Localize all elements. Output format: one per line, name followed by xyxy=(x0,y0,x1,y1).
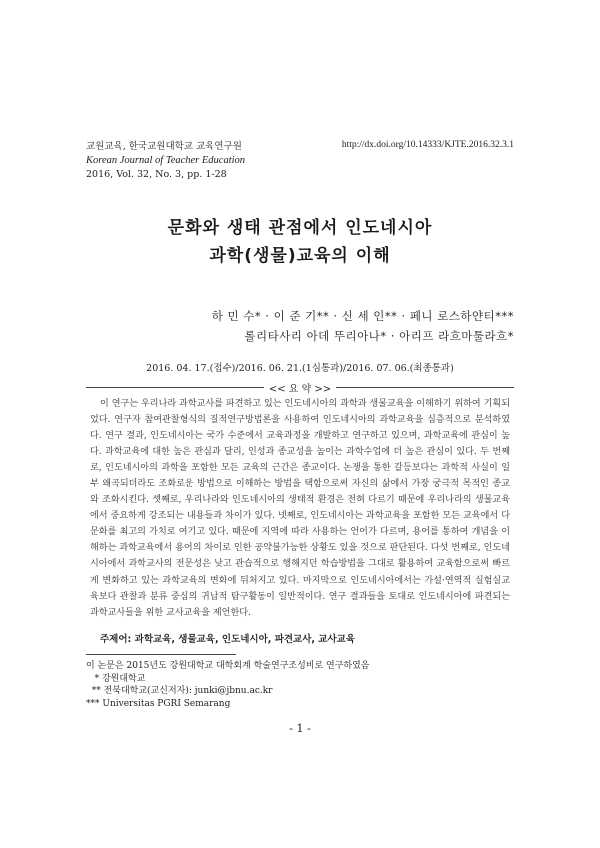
footnote-affiliation-2: ** 전북대학교(교신저자): junki@jbnu.ac.kr xyxy=(86,686,273,696)
keywords: 주제어: 과학교육, 생물교육, 인도네시아, 파견교사, 교사교육 xyxy=(100,634,356,645)
footnote-divider xyxy=(86,654,236,655)
publisher-line: 교원교육, 한국교원대학교 교육연구원 xyxy=(86,141,242,152)
journal-header xyxy=(86,140,245,182)
footnote-affiliation-1: * 강원대학교 xyxy=(86,673,146,684)
paper-title xyxy=(0,214,600,270)
submission-dates: 2016. 04. 17.(접수)/2016. 06. 21.(1심통과)/2016. 07. 06.(최종통과) xyxy=(146,363,454,374)
authors-line-1: 하 민 수* · 이 준 기** · 신 세 인** · 페니 로스하얀티*** xyxy=(211,309,514,323)
footnotes xyxy=(86,660,370,710)
title-line-1: 문화와 생태 관점에서 인도네시아 xyxy=(167,218,433,238)
journal-name: Korean Journal of Teacher Education xyxy=(86,155,246,166)
page-number: - 1 - xyxy=(289,722,311,735)
abstract-heading-label: << 요 약 >> xyxy=(268,384,332,395)
author-list xyxy=(212,306,514,346)
abstract-rule-right xyxy=(336,387,514,388)
authors-line-2: 롤리타사리 아데 뚜리아나* · 아리프 라흐마툴라흐* xyxy=(244,329,514,343)
volume-line: 2016, Vol. 32, No. 3, pp. 1-28 xyxy=(86,169,227,180)
abstract-heading xyxy=(86,380,514,394)
title-line-2: 과학(생물)교육의 이해 xyxy=(209,246,391,266)
doi-link[interactable]: http://dx.doi.org/10.14333/KJTE.2016.32.3.1 xyxy=(341,140,514,150)
footnote-funding: 이 논문은 2015년도 강원대학교 대학회계 학술연구조성비로 연구하였음 xyxy=(86,661,370,671)
footnote-affiliation-3: *** Universitas PGRI Semarang xyxy=(86,698,231,709)
abstract-body: 이 연구는 우리나라 과학교사를 파견하고 있는 인도네시아의 과학과 생물교육을 이해하기 위하여 기획되었다. 연구자 참여관찰형식의 질적연구방법론을 사용하여 인도네시아의 과학교육을 심층적으로 분석하였다. 연구 결과, 인도네시아는 국가 수준에서 교육과정을 개발하고 연구하고 있으며, 과학교육에 관심이 높다. 과학교육에 대한 높은 관심과 달리, 인성과 종교성을 높이는 과학수업에 더 높은 관심이 있다. 두 번째로, 인도네시아의 과학을 포함한 모든 교육의 근간은 종교이다. 논쟁을 통한 갈등보다는 과학적 사실이 일부 왜곡되더라도 조화로운 방법으로 이해하는 방법을 택함으로써 자신의 삶에서 가장 궁극적 목적인 종교와 조화시킨다. 셋째로, 우리나라와 인도네시아의 생태적 환경은 전혀 다르기 때문에 우리나라의 생물교육에서 중요하게 강조되는 내용들과 차이가 있다. 넷째로, 인도네시아는 과학교육을 포함한 모든 교육에서 다문화를 최고의 가치로 여기고 있다. 때문에 지역에 따라 사용하는 언어가 다르며, 용어를 통하여 개념을 이해하는 과학교육에서 용어의 차이로 인한 공약불가능한 상황도 있을 것으로 판단된다. 다섯 번째로, 인도네시아에서 과학교사의 전문성은 낮고 관습적으로 행해지던 학습방법을 그대로 활용하여 교육함으로써 빠르게 변화하고 있는 과학교육의 변화에 뒤처지고 있다. 마지막으로 인도네시아에서는 가설·연역적 실험실교육보다 관찰과 분류 중심의 귀납적 탐구활동이 일반적이다. 연구 결과들을 토대로 인도네시아에 파견되는 과학교사들을 위한 교사교육을 제언한다. xyxy=(90,399,510,618)
